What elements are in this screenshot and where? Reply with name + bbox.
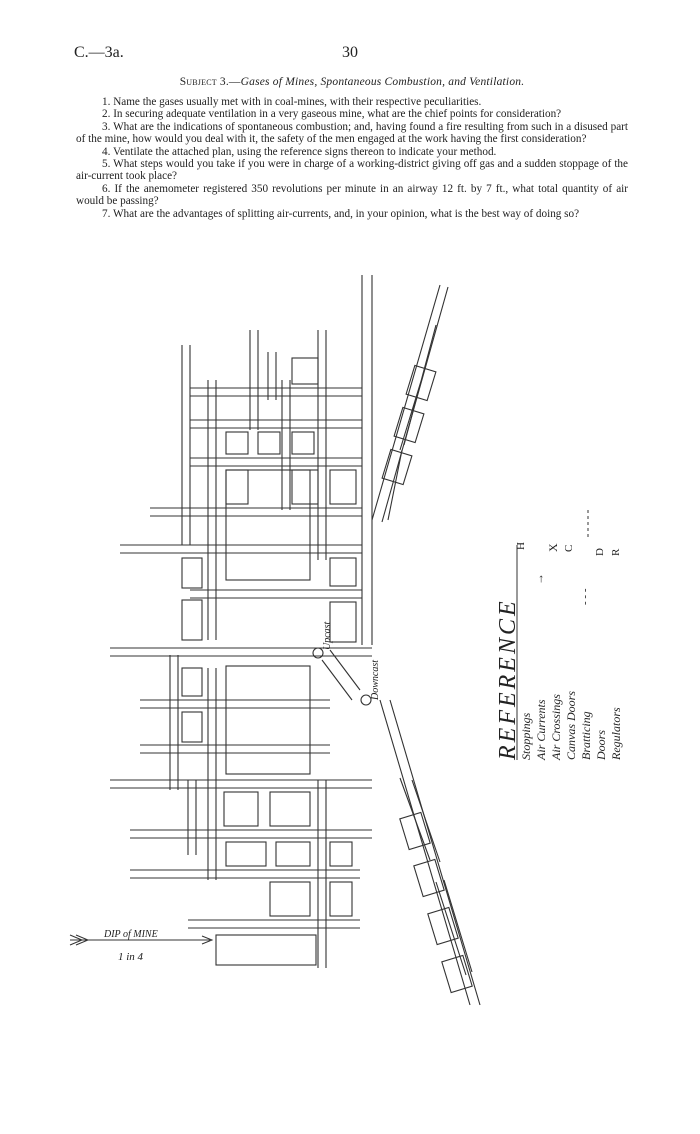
diagonal-headings xyxy=(322,285,480,1005)
legend-doors: Doors xyxy=(594,729,608,760)
question-2: 2. In securing adequate ventilation in a very gaseous mine, what are the chief points for consideration? xyxy=(102,108,562,121)
question-5: 5. What steps would you take if you were in charge of a working-district giving off gas and a sudden stoppage of the air-current took place? xyxy=(76,158,628,183)
question-3: 3. What are the indications of spontaneous combustion; and, having found a fire resulting from such in a disused part of the mine, how would you deal with it, the safety of the men engaged at the work having the first consideration? xyxy=(76,120,628,146)
reference-legend xyxy=(495,510,623,761)
dip-label: DIP of MINE xyxy=(104,929,158,940)
question-4: 4. Ventilate the attached plan, using the reference signs thereon to indicate your method. xyxy=(102,145,497,158)
question-list xyxy=(76,96,628,220)
mine-plan xyxy=(0,260,700,1040)
subject-label: Subject 3. xyxy=(179,76,229,88)
reference-title: REFERENCE xyxy=(495,598,521,760)
dip-ratio: 1 in 4 xyxy=(118,951,144,963)
subject-heading xyxy=(76,76,628,88)
roadway-horizontals xyxy=(110,388,372,928)
downcast-label: Downcast xyxy=(370,660,381,700)
document-reference: C.—3a. xyxy=(74,44,124,61)
legend-air-currents: Air Currents xyxy=(534,699,548,760)
roadway-verticals xyxy=(170,275,372,968)
legend-bratticing: Bratticing xyxy=(579,711,593,760)
legend-regulators: Regulators xyxy=(609,707,623,760)
dip-of-mine-indicator xyxy=(70,929,212,963)
symbol-air-current: → xyxy=(532,573,546,585)
symbol-door: D xyxy=(594,548,606,556)
symbol-stopping: H xyxy=(515,542,527,550)
question-7: 7. What are the advantages of splitting air-currents, and, in your opinion, what is the best way of doing so? xyxy=(102,207,580,220)
subject-title: Gases of Mines, Spontaneous Combustion, and Ventilation. xyxy=(240,76,525,88)
legend-air-crossings: Air Crossings xyxy=(549,694,563,760)
symbol-canvas-door: C xyxy=(563,544,575,552)
legend-canvas-doors: Canvas Doors xyxy=(564,690,578,760)
question-6: 6. If the anemometer registered 350 revolutions per minute in an airway 12 ft. by 7 ft., what total quantity of air would be passing? xyxy=(76,182,628,208)
upcast-label: Upcast xyxy=(322,621,333,650)
legend-stoppings: Stoppings xyxy=(519,712,533,760)
symbol-regulator: R xyxy=(610,548,622,556)
subject-dash: — xyxy=(228,76,241,88)
page-number: 30 xyxy=(342,44,358,61)
symbol-bratticing: - - - xyxy=(579,588,591,605)
question-1: 1. Name the gases usually met with in coal-mines, with their respective peculiarities. xyxy=(102,96,482,108)
symbol-air-crossing: X xyxy=(546,543,560,552)
